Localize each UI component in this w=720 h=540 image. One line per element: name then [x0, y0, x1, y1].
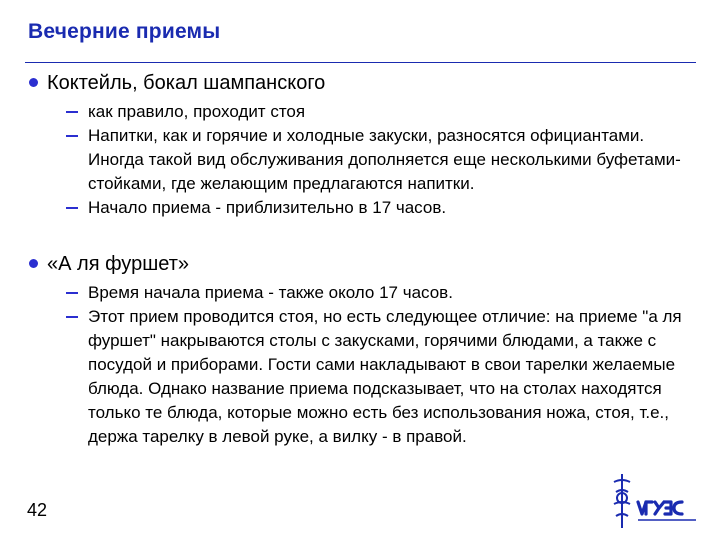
sub-item	[28, 124, 698, 196]
logo-emblem-icon	[614, 474, 630, 528]
bullet-dot-icon	[29, 78, 38, 87]
sub-item	[28, 196, 698, 220]
sub-item	[28, 281, 698, 305]
section-cocktail	[28, 70, 698, 220]
sub-item-text: Этот прием проводится стоя, но есть следующее отличие: на приеме "а ля фуршет" накрываются столы с закусками, горячими блюдами, а также с посудой и приборами. Гости сами накладывают в свои тарелки желаемые блюда. Однако название приема подсказывает, что на столах находятся только те блюда, которые можно есть без использования ножа, стоя, т.е., держа тарелку в левой руке, а вилку - в правой.	[88, 307, 682, 446]
sub-item-text: Напитки, как и горячие и холодные закуски, разносятся официантами. Иногда такой вид обслуживания дополняется еще несколькими буфетами-стойками, где желающим предлагаются напитки.	[88, 126, 681, 193]
sub-list	[28, 100, 698, 220]
university-logo	[608, 470, 703, 532]
dash-icon	[66, 316, 78, 318]
bullet-heading-text: Коктейль, бокал шампанского	[47, 72, 326, 94]
sub-item-text: как правило, проходит стоя	[88, 102, 306, 121]
dash-icon	[66, 135, 78, 137]
page-number: 42	[27, 500, 48, 520]
bullet-dot-icon	[29, 259, 38, 268]
sub-item	[28, 100, 698, 124]
sub-item	[28, 305, 698, 449]
dash-icon	[66, 292, 78, 294]
title-divider	[25, 62, 696, 63]
dash-icon	[66, 207, 78, 209]
sub-item-text: Время начала приема - также около 17 часов.	[88, 283, 453, 302]
slide-title: Вечерние приемы	[28, 20, 221, 43]
bullet-heading-text: «А ля фуршет»	[47, 253, 189, 275]
bullet-heading	[28, 251, 698, 277]
section-a-la-fourchette	[28, 251, 698, 449]
dash-icon	[66, 111, 78, 113]
sub-item-text: Начало приема - приблизительно в 17 часов.	[88, 198, 447, 217]
logo-wordmark-icon	[638, 502, 682, 514]
sub-list	[28, 281, 698, 449]
bullet-heading	[28, 70, 698, 96]
